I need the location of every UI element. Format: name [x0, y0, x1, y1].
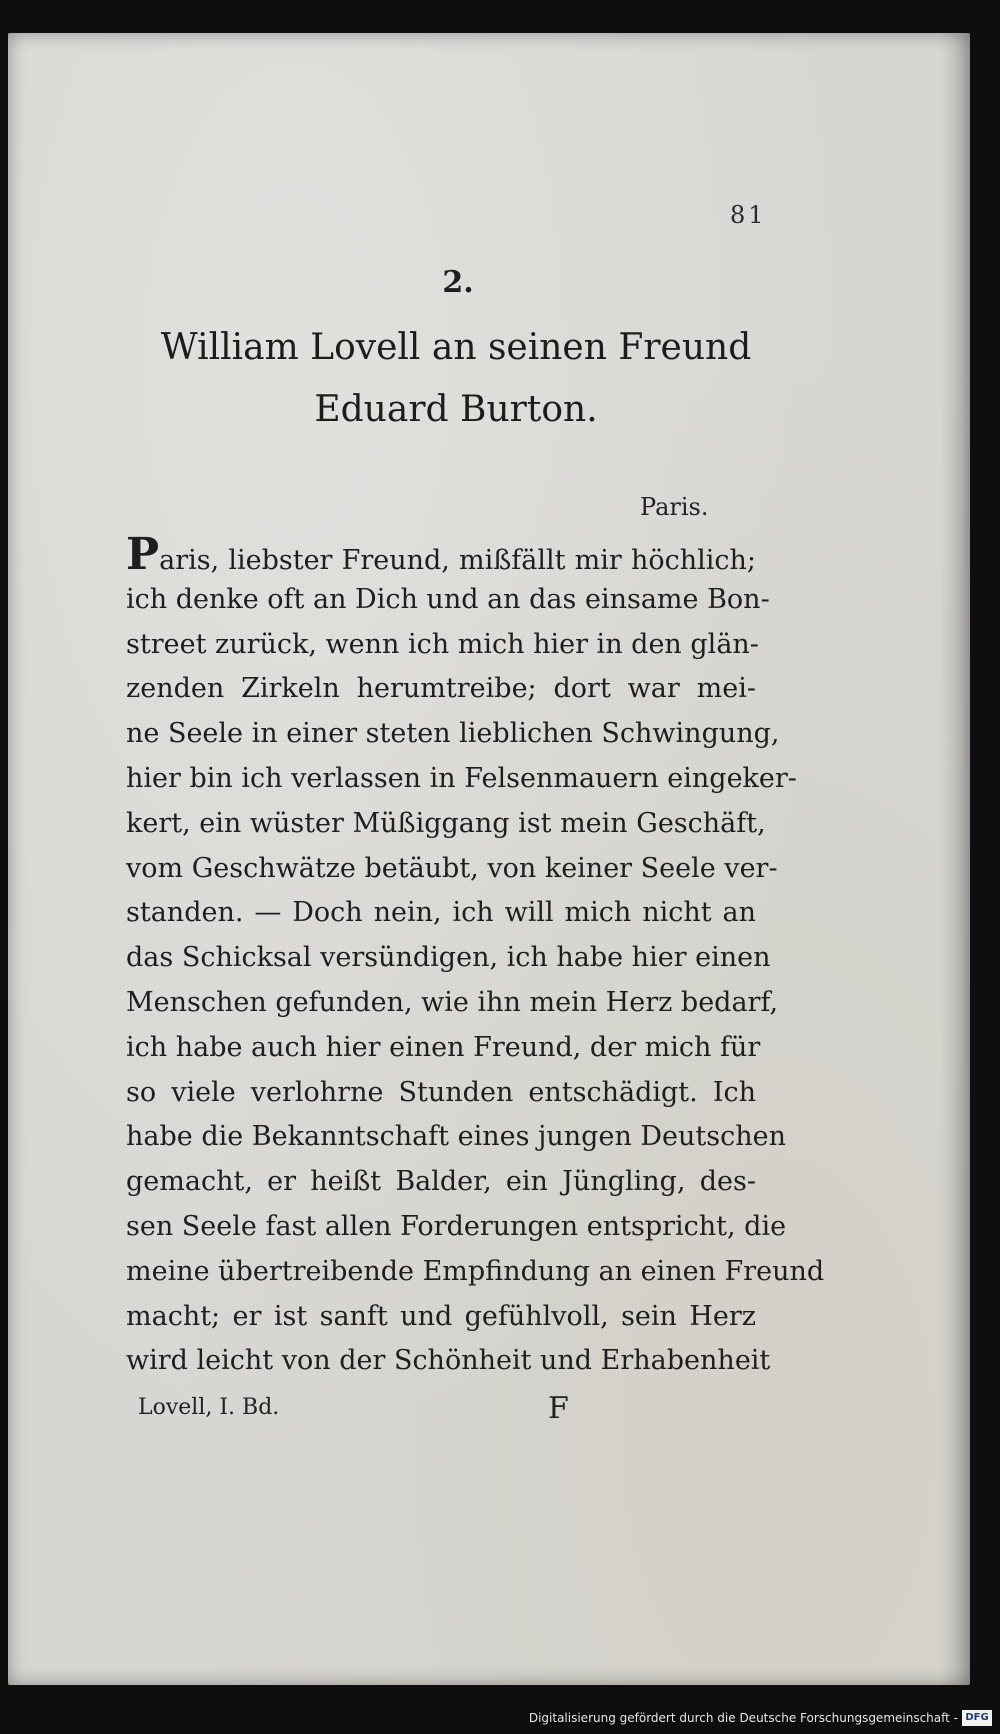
body-line: zenden Zirkeln herumtreibe; dort war mei- — [126, 673, 756, 705]
body-line: gemacht, er heißt Balder, ein Jüngling, des- — [126, 1166, 756, 1198]
body-line: das Schicksal versündigen, ich habe hier einen — [126, 942, 771, 974]
book-page — [8, 33, 970, 1685]
chapter-title: William Lovell an seinen Freund Eduard Burton. — [160, 327, 752, 430]
body-line: habe die Bekanntschaft eines jungen Deutschen — [126, 1121, 787, 1153]
body-line: Paris, liebster Freund, mißfällt mir höchlich; — [126, 529, 756, 580]
body-line: hier bin ich verlassen in Felsenmauern eingeker- — [126, 762, 797, 794]
gathering-mark: F — [548, 1391, 569, 1426]
body-line: ne Seele in einer steten lieblichen Schwingung, — [126, 718, 780, 750]
chapter-number: 2. — [442, 265, 474, 300]
dfg-logo: DFG — [962, 1710, 992, 1726]
body-line: meine übertreibende Empfindung an einen Freund — [126, 1255, 825, 1287]
body-line: ich denke oft an Dich und an das einsame Bon- — [126, 583, 770, 615]
body-line: vom Geschwätze betäubt, von keiner Seele ver- — [126, 852, 778, 884]
body-line: Menschen gefunden, wie ihn mein Herz bedarf, — [126, 986, 779, 1018]
credit-text: Digitalisierung gefördert durch die Deutsche Forschungsgemeinschaft - — [528, 1711, 958, 1725]
body-line: street zurück, wenn ich mich hier in den glän- — [126, 628, 759, 660]
body-line: so viele verlohrne Stunden entschädigt. Ich — [126, 1076, 756, 1108]
body-line: kert, ein wüster Müßiggang ist mein Geschäft, — [126, 807, 766, 839]
body-line: macht; er ist sanft und gefühlvoll, sein Herz — [126, 1300, 756, 1332]
page-number: 81 — [730, 201, 767, 229]
body-line: standen. — Doch nein, ich will mich nicht an — [126, 897, 756, 929]
body-line: sen Seele fast allen Forderungen entspricht, die — [126, 1210, 787, 1242]
signature-mark: Lovell, I. Bd. — [138, 1395, 280, 1420]
letter-place: Paris. — [640, 493, 709, 521]
page-edge-shadow — [940, 33, 970, 1685]
body-line: wird leicht von der Schönheit und Erhabenheit — [126, 1345, 771, 1377]
body-line: ich habe auch hier einen Freund, der mich für — [126, 1031, 761, 1063]
credit-bar — [0, 1694, 1000, 1734]
letter-body — [126, 529, 825, 1384]
